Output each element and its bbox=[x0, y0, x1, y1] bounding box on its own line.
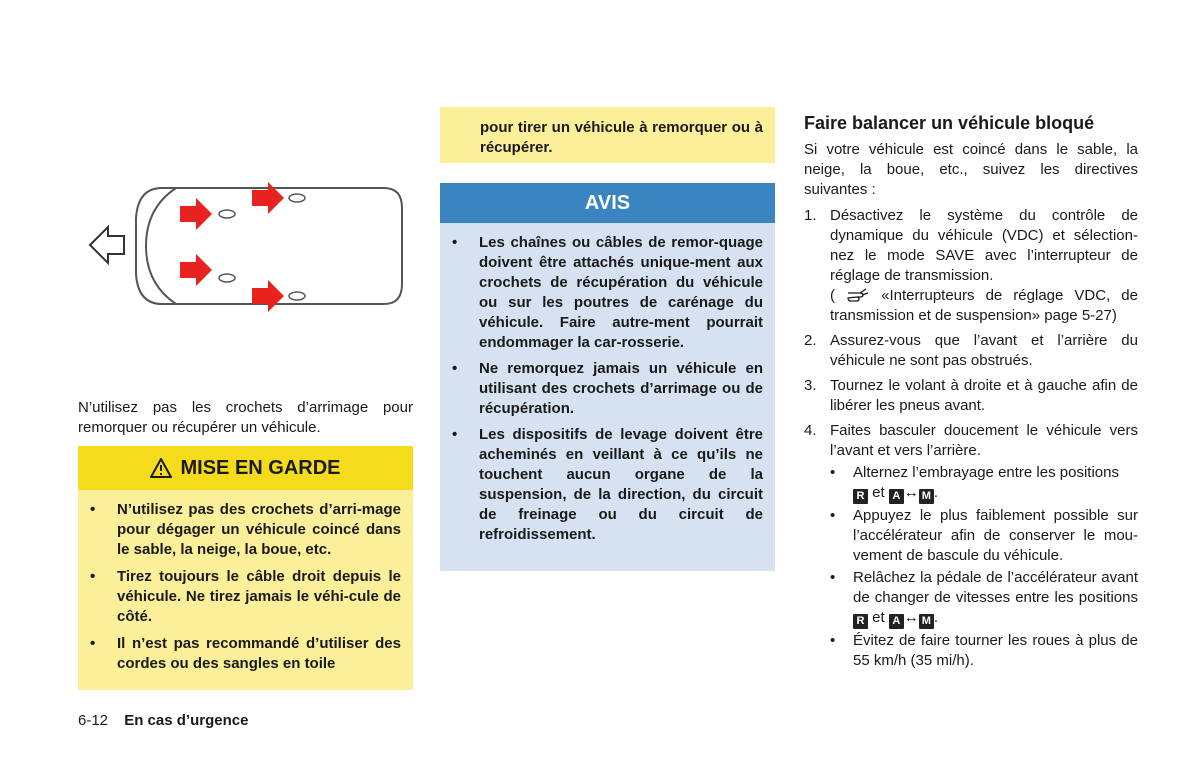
page-footer bbox=[78, 711, 248, 731]
gear-m-badge: M bbox=[919, 614, 934, 629]
red-arrow-icon bbox=[180, 254, 212, 286]
notice-title: AVIS bbox=[440, 183, 775, 223]
section-intro: Si votre véhicule est coincé dans le sable, la neige, la boue, etc., suivez les directives suivantes : bbox=[804, 141, 1138, 198]
sub-item: • Appuyez le plus faiblement possible sur l’accélérateur afin de conserver le mou-vement de bascule du véhicule. bbox=[830, 507, 1138, 564]
warning-item: • N’utilisez pas des crochets d’arri-mage pour dégager un véhicule coincé dans le sable, la neige, la boue, etc. bbox=[90, 501, 401, 558]
warning-header bbox=[78, 446, 413, 490]
gear-a-badge: A bbox=[889, 489, 904, 504]
warning-triangle-icon bbox=[150, 458, 172, 478]
gear-r-badge: R bbox=[853, 489, 868, 504]
notice-item: • Ne remorquez jamais un véhicule en utilisant des crochets d’arrimage ou de récupération. bbox=[452, 360, 763, 417]
footer-section-title: En cas d’urgence bbox=[124, 712, 249, 729]
gear-r-badge: R bbox=[853, 614, 868, 629]
warning-title: MISE EN GARDE bbox=[180, 456, 341, 479]
notice-box bbox=[440, 183, 775, 571]
red-arrow-icon bbox=[180, 198, 212, 230]
tie-down-point bbox=[289, 194, 305, 202]
section-heading: Faire balancer un véhicule bloqué bbox=[804, 113, 1095, 133]
vehicle-tie-down-diagram bbox=[84, 178, 414, 313]
warning-item: • Il n’est pas recommandé d’utiliser des cordes ou des sangles en toile bbox=[90, 635, 401, 672]
warning-continued-box bbox=[440, 107, 775, 163]
page-number: 6-12 bbox=[78, 712, 109, 729]
gear-m-badge: M bbox=[919, 489, 934, 504]
gear-a-badge: A bbox=[889, 614, 904, 629]
tie-down-point bbox=[219, 274, 235, 282]
red-arrow-icon bbox=[252, 280, 284, 312]
notice-item: • Les dispositifs de levage doivent être acheminés en veillant à ce qu’ils ne touchent aucun organe de la suspension, de la direction, du circuit de freinage ou du circuit de refroidissement. bbox=[452, 426, 763, 543]
rocking-section bbox=[804, 112, 1138, 676]
intro-paragraph: N’utilisez pas les crochets d’arrimage pour remorquer ou récupérer un véhicule. bbox=[78, 399, 413, 436]
notice-item: • Les chaînes ou câbles de remor-quage doivent être attachés unique-ment aux crochets de récupération du véhicule ou sur les poutres de carénage du véhicule. Faire autre-ment pourrait endommager la car-rosserie. bbox=[452, 234, 763, 351]
warning-item: • Tirez toujours le câble droit depuis le véhicule. Ne tirez jamais le véhi-cule de côté. bbox=[90, 568, 401, 625]
reference-hand-icon bbox=[846, 287, 870, 303]
step-item: 2. Assurez-vous que l’avant et l’arrière du véhicule ne sont pas obstrués. bbox=[804, 332, 1138, 369]
red-arrow-icon bbox=[252, 182, 284, 214]
warning-continued-text: pour tirer un véhicule à remorquer ou à récupérer. bbox=[480, 119, 763, 156]
warning-box bbox=[78, 446, 413, 690]
direction-arrow-icon bbox=[90, 227, 124, 263]
sub-item: • Alternez l’embrayage entre les positions R et A ↔ M . bbox=[830, 464, 1119, 502]
step-item: 1. Désactivez le système du contrôle de dynamique du véhicule (VDC) et sélection-nez le mode SAVE avec l’interrupteur de réglage de transmission. ( «Interrupteurs de réglage VDC, de transmission et de suspension» page 5-27) bbox=[804, 207, 1138, 324]
sub-item: • Relâchez la pédale de l’accélérateur avant de changer de vitesses entre les positions R et A ↔ M . bbox=[830, 569, 1138, 627]
tie-down-point bbox=[219, 210, 235, 218]
sub-item: • Évitez de faire tourner les roues à plus de 55 km/h (35 mi/h). bbox=[830, 632, 1138, 669]
tie-down-point bbox=[289, 292, 305, 300]
step-item: 3. Tournez le volant à droite et à gauche afin de libérer les pneus avant. bbox=[804, 377, 1138, 414]
step-item: 4. Faites basculer doucement le véhicule vers l’avant et vers l’arrière. • Alternez l’embrayage entre les positions R et A ↔ M . • Appuyez le plus faiblement possible sur l’accélérateur afin de conserver le mou-vement de bascule du véhicule. • Relâchez la pédale de l’accélérateur avant de changer de vitesses entre les positions R et A ↔ M . • Évitez de faire tourner les roues à plus de 55 km/h (35 mi/h). bbox=[804, 422, 1138, 669]
